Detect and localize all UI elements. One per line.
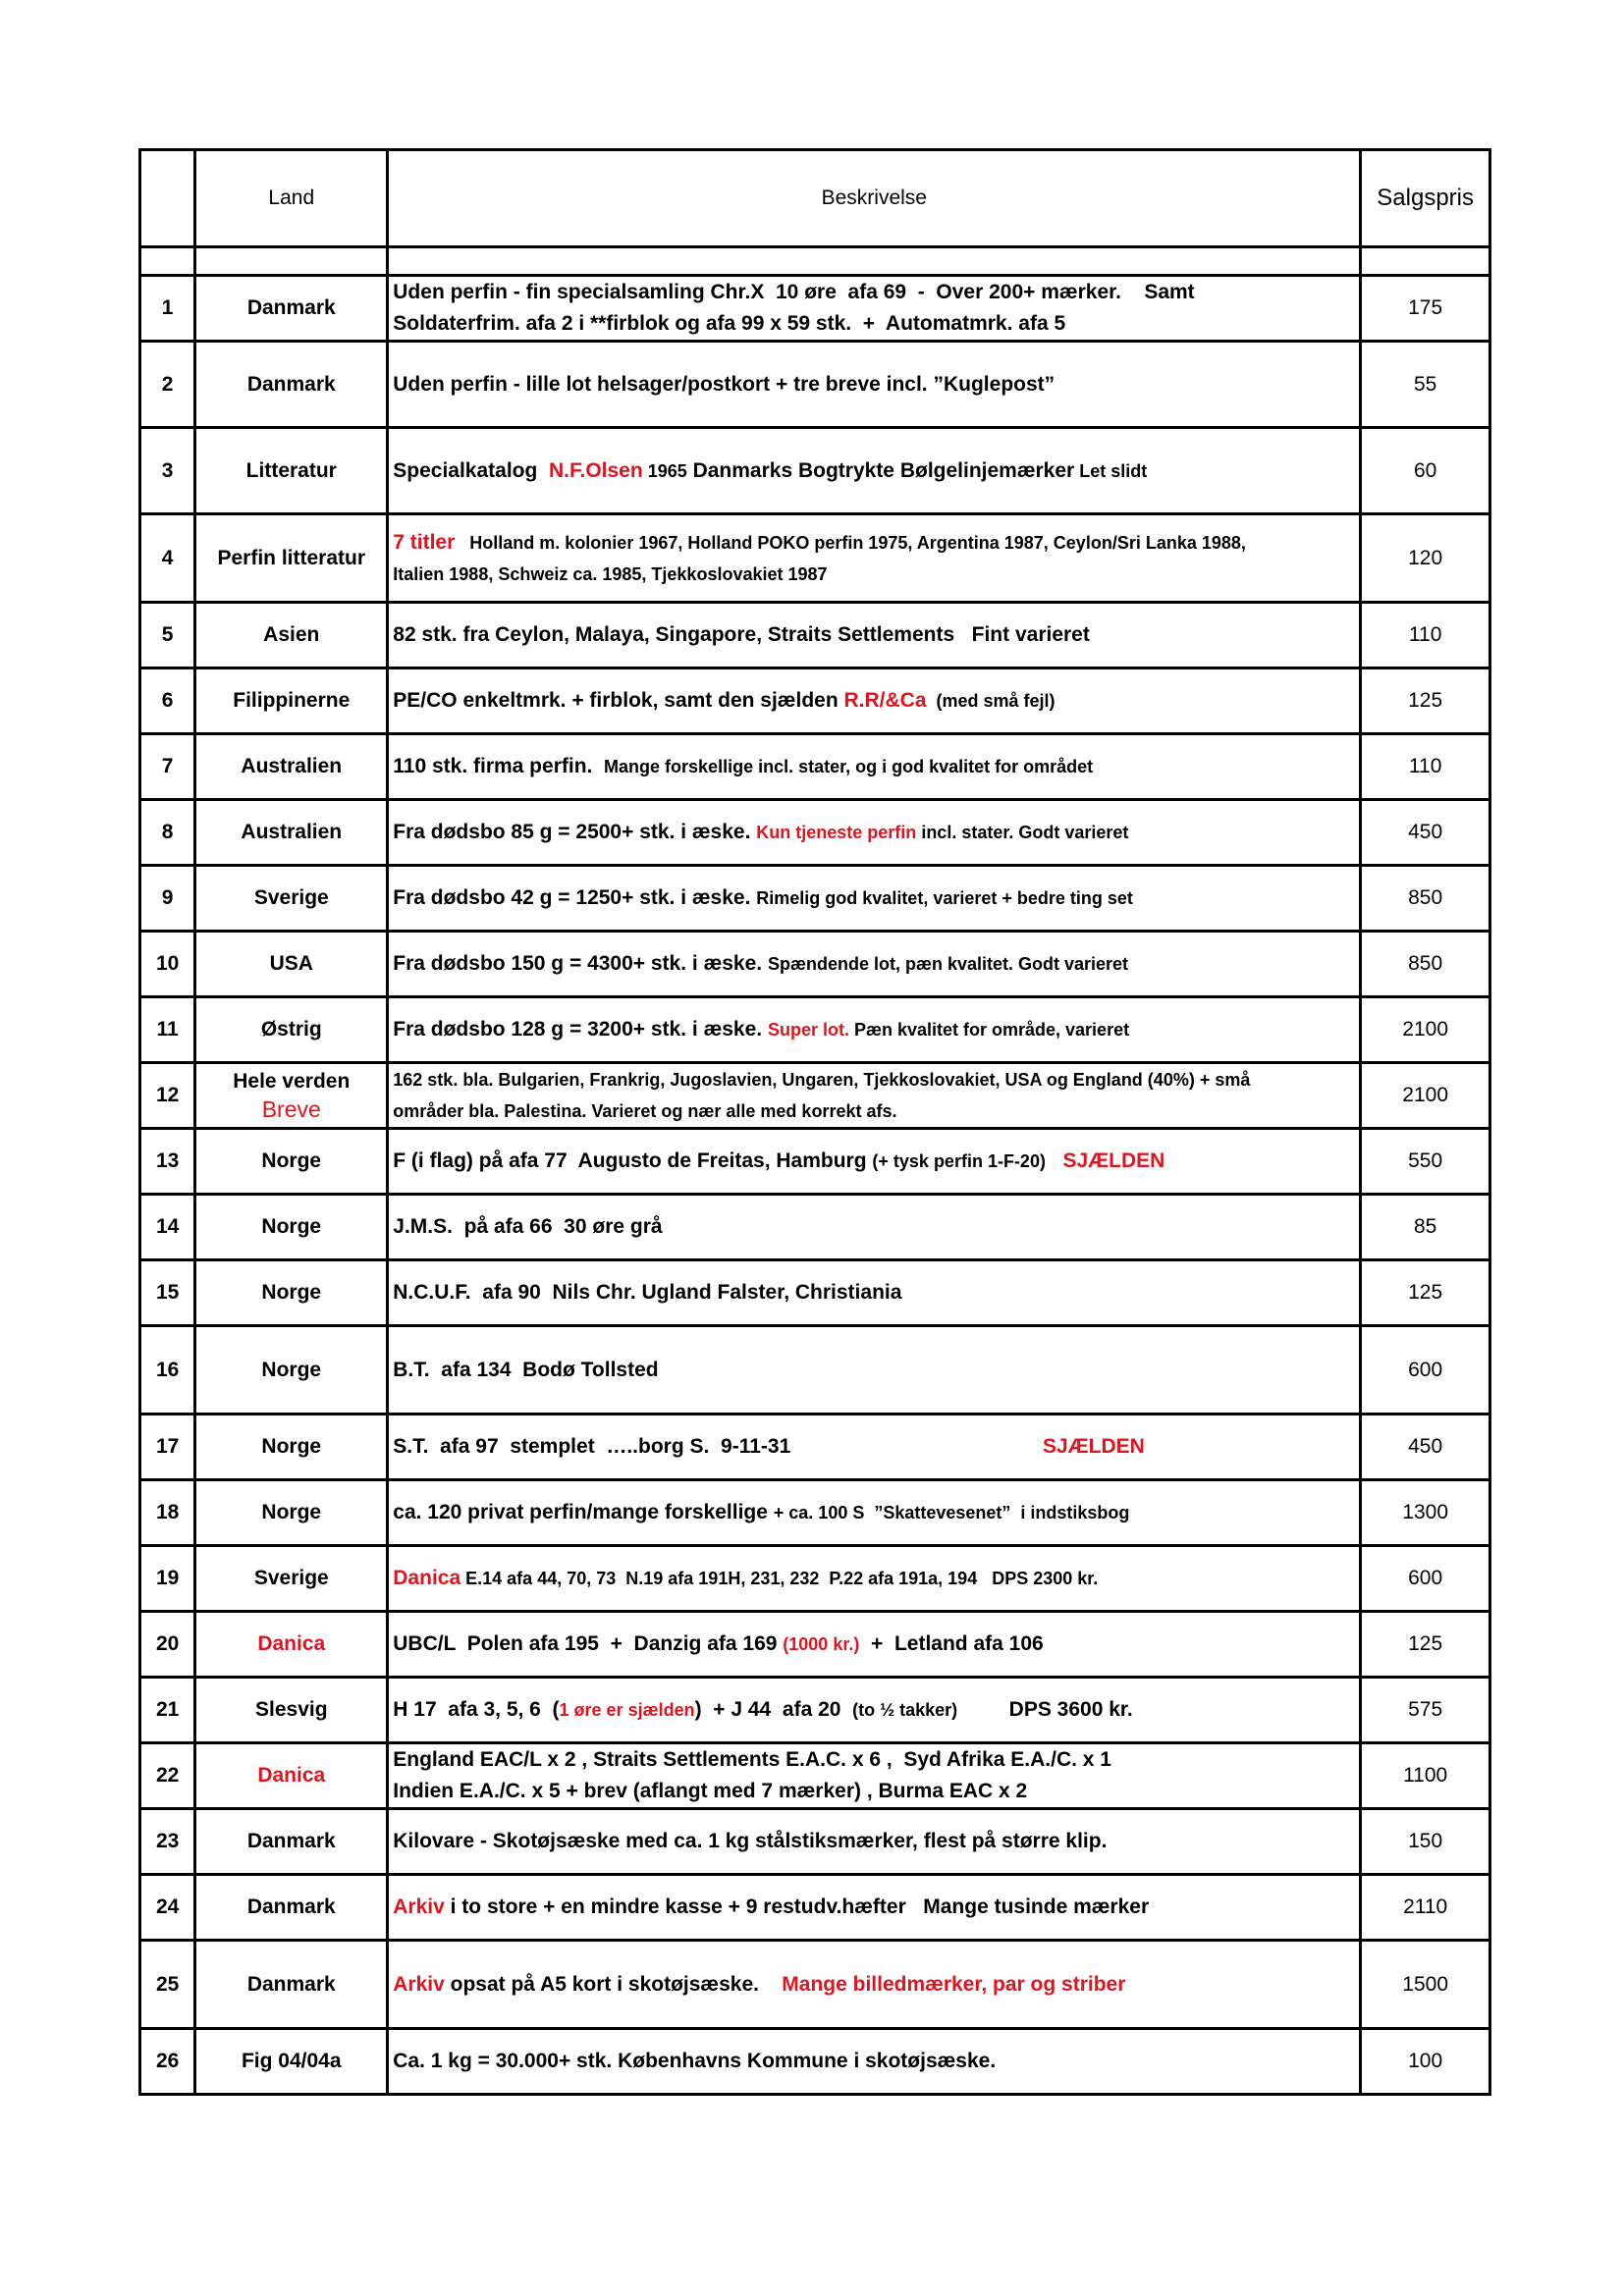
description-segment: opsat på A5 kort i skotøjsæske.	[444, 1972, 783, 1996]
lot-price: 110	[1361, 734, 1490, 800]
lot-number: 18	[140, 1480, 195, 1546]
lot-number: 14	[140, 1195, 195, 1260]
lot-description	[388, 1546, 1361, 1612]
lot-description	[388, 668, 1361, 734]
header-salgspris: Salgspris	[1361, 150, 1490, 247]
lot-number: 17	[140, 1415, 195, 1480]
lot-price: 550	[1361, 1129, 1490, 1195]
lot-row	[140, 1612, 1490, 1678]
lot-description	[388, 1941, 1361, 2029]
lot-row	[140, 800, 1490, 866]
lot-land-label: Norge	[261, 1358, 322, 1381]
lot-row	[140, 1260, 1490, 1326]
lot-description	[388, 1743, 1361, 1809]
description-segment: UBC/L Polen afa 195 + Danzig afa 169	[393, 1632, 784, 1655]
lot-price: 1300	[1361, 1480, 1490, 1546]
description-segment: Kilovare - Skotøjsæske med ca. 1 kg stålstiksmærker, flest på større klip.	[393, 1830, 1108, 1852]
lot-number: 7	[140, 734, 195, 800]
lot-row	[140, 1480, 1490, 1546]
lot-row	[140, 1743, 1490, 1809]
header-nr	[140, 150, 195, 247]
description-segment: Fra dødsbo 85 g = 2500+ stk. i æske.	[393, 821, 757, 843]
lot-land	[195, 1260, 388, 1326]
description-segment: Mange billedmærker, par og striber	[782, 1972, 1126, 1996]
description-segment: Uden perfin - fin specialsamling Chr.X 10 øre afa 69 - Over 200+ mærker. Samt	[393, 281, 1195, 303]
lot-land-label: Danmark	[246, 296, 336, 319]
description-segment: J.M.S. på afa 66 30 øre grå	[393, 1215, 663, 1238]
spacer-cell	[388, 247, 1361, 276]
lot-land	[195, 800, 388, 866]
lot-description	[388, 1480, 1361, 1546]
lot-row	[140, 1809, 1490, 1875]
spacer-cell	[1361, 247, 1490, 276]
description-segment: Pæn kvalitet for område, varieret	[848, 1020, 1130, 1040]
description-segment: Arkiv	[393, 1972, 445, 1996]
lot-land-label: Danica	[257, 1632, 326, 1655]
lot-description	[388, 428, 1361, 514]
lot-price: 450	[1361, 800, 1490, 866]
lot-price: 600	[1361, 1326, 1490, 1415]
lot-land	[195, 514, 388, 603]
lot-price: 850	[1361, 866, 1490, 932]
description-segment: Uden perfin - lille lot helsager/postkort + tre breve incl. ”Kuglepost”	[393, 372, 1056, 396]
description-segment: Spændende lot, pæn kvalitet. Godt varieret	[767, 954, 1129, 974]
lot-number: 6	[140, 668, 195, 734]
lot-price: 2100	[1361, 997, 1490, 1063]
lot-description	[388, 514, 1361, 603]
lot-description	[388, 1326, 1361, 1415]
lot-land	[195, 428, 388, 514]
lot-price: 100	[1361, 2029, 1490, 2095]
lot-number: 10	[140, 932, 195, 997]
lot-number: 22	[140, 1743, 195, 1809]
description-segment: Fra dødsbo 128 g = 3200+ stk. i æske.	[393, 1018, 768, 1041]
lot-row	[140, 1129, 1490, 1195]
lot-description	[388, 276, 1361, 342]
description-segment: Kun tjeneste perfin	[756, 823, 917, 842]
lot-land	[195, 866, 388, 932]
lot-price: 85	[1361, 1195, 1490, 1260]
description-segment: ca. 120 privat perfin/mange forskellige	[393, 1501, 774, 1523]
lot-number: 9	[140, 866, 195, 932]
lot-number: 21	[140, 1678, 195, 1743]
lot-description	[388, 1415, 1361, 1480]
lot-description	[388, 1809, 1361, 1875]
lot-land	[195, 1678, 388, 1743]
description-segment: 82 stk. fra Ceylon, Malaya, Singapore, Straits Settlements Fint varieret	[393, 623, 1090, 646]
lot-row	[140, 1326, 1490, 1415]
description-segment: PE/CO enkeltmrk. + firblok, samt den sjælden	[393, 689, 844, 712]
description-segment: 110 stk. firma perfin.	[393, 755, 605, 777]
description-segment: (+ tysk perfin 1-F-20)	[872, 1151, 1046, 1171]
lot-land	[195, 997, 388, 1063]
lot-row	[140, 1063, 1490, 1129]
lot-price: 125	[1361, 1612, 1490, 1678]
lot-price: 1100	[1361, 1743, 1490, 1809]
lot-row	[140, 514, 1490, 603]
description-segment: (1000 kr.)	[783, 1634, 860, 1654]
description-segment: Holland m. kolonier 1967, Holland POKO perfin 1975, Argentina 1987, Ceylon/Sri Lanka 1988,	[455, 532, 1246, 553]
lot-description	[388, 342, 1361, 428]
lot-price: 150	[1361, 1809, 1490, 1875]
lot-number: 26	[140, 2029, 195, 2095]
lot-number: 16	[140, 1326, 195, 1415]
lot-row	[140, 1195, 1490, 1260]
description-segment: incl. stater. Godt varieret	[916, 823, 1129, 842]
lot-land-label: Norge	[261, 1281, 322, 1304]
description-segment: E.14 afa 44, 70, 73 N.19 afa 191H, 231, 232 P.22 afa 191a, 194 DPS 2300 kr.	[460, 1569, 1099, 1588]
lot-price: 2110	[1361, 1875, 1490, 1941]
lot-price: 575	[1361, 1678, 1490, 1743]
lot-land-label: Danica	[257, 1764, 326, 1787]
description-segment: Danica	[393, 1567, 461, 1589]
spacer-cell	[195, 247, 388, 276]
lot-description	[388, 603, 1361, 668]
lot-row	[140, 734, 1490, 800]
lot-price: 125	[1361, 668, 1490, 734]
lot-row	[140, 2029, 1490, 2095]
lot-land-label: Norge	[261, 1435, 322, 1458]
description-segment: (med små fejl)	[926, 691, 1056, 711]
lot-number: 12	[140, 1063, 195, 1129]
lot-price: 125	[1361, 1260, 1490, 1326]
lot-price: 120	[1361, 514, 1490, 603]
lot-land	[195, 1326, 388, 1415]
description-segment: 1965	[642, 460, 687, 481]
description-segment: Soldaterfrim. afa 2 i **firblok og afa 99 x 59 stk. + Automatmrk. afa 5	[393, 312, 1066, 335]
description-segment: SJÆLDEN	[1045, 1149, 1165, 1172]
description-segment: Indien E.A./C. x 5 + brev (aflangt med 7 mærker) , Burma EAC x 2	[393, 1780, 1028, 1802]
lot-number: 1	[140, 276, 195, 342]
lot-land	[195, 276, 388, 342]
lot-land-label: Danmark	[246, 1972, 336, 1996]
lot-table	[138, 148, 1491, 2096]
lot-number: 13	[140, 1129, 195, 1195]
lot-land	[195, 1129, 388, 1195]
lot-description	[388, 1260, 1361, 1326]
lot-row	[140, 932, 1490, 997]
description-segment: F (i flag) på afa 77 Augusto de Freitas, Hamburg	[393, 1149, 873, 1172]
description-segment: ) + J 44 afa 20	[694, 1698, 853, 1721]
lot-land	[195, 932, 388, 997]
lot-row	[140, 997, 1490, 1063]
lot-land	[195, 1415, 388, 1480]
description-segment: Italien 1988, Schweiz ca. 1985, Tjekkoslovakiet 1987	[393, 563, 828, 584]
lot-row	[140, 603, 1490, 668]
lot-description	[388, 800, 1361, 866]
lot-land	[195, 1546, 388, 1612]
description-segment: S.T. afa 97 stemplet …..borg S. 9-11-31	[393, 1435, 1043, 1458]
lot-number: 5	[140, 603, 195, 668]
lot-land-label: Australien	[241, 821, 343, 843]
description-segment: Fra dødsbo 42 g = 1250+ stk. i æske.	[393, 886, 757, 909]
lot-price: 1500	[1361, 1941, 1490, 2029]
description-segment: N.F.Olsen	[549, 458, 643, 482]
description-segment: B.T. afa 134 Bodø Tollsted	[393, 1358, 659, 1381]
description-segment: Let slidt	[1074, 460, 1148, 481]
lot-description	[388, 932, 1361, 997]
description-segment: Fra dødsbo 150 g = 4300+ stk. i æske.	[393, 952, 768, 975]
lot-row	[140, 1415, 1490, 1480]
lot-description	[388, 866, 1361, 932]
lot-land	[195, 668, 388, 734]
lot-price: 450	[1361, 1415, 1490, 1480]
lot-number: 3	[140, 428, 195, 514]
description-segment: H 17 afa 3, 5, 6 (	[393, 1698, 560, 1721]
lot-land	[195, 1743, 388, 1809]
lot-land-label: Norge	[261, 1501, 322, 1523]
description-segment: 162 stk. bla. Bulgarien, Frankrig, Jugoslavien, Ungaren, Tjekkoslovakiet, USA og England (40%) + små	[393, 1070, 1251, 1090]
lot-land	[195, 1195, 388, 1260]
lot-land-label: Asien	[263, 623, 320, 646]
header-beskrivelse: Beskrivelse	[388, 150, 1361, 247]
lot-row	[140, 276, 1490, 342]
lot-row	[140, 342, 1490, 428]
lot-price: 175	[1361, 276, 1490, 342]
lot-land-label: Sverige	[253, 886, 329, 909]
spacer-cell	[140, 247, 195, 276]
lot-number: 24	[140, 1875, 195, 1941]
header-land: Land	[195, 150, 388, 247]
lot-land-label: Litteratur	[245, 458, 337, 482]
lot-row	[140, 1546, 1490, 1612]
description-segment: DPS 3600 kr.	[957, 1698, 1133, 1721]
lot-land-label: Hele verden	[233, 1070, 351, 1093]
description-segment: Specialkatalog	[393, 458, 549, 482]
lot-description	[388, 1875, 1361, 1941]
lot-number: 20	[140, 1612, 195, 1678]
lot-price: 850	[1361, 932, 1490, 997]
lot-number: 4	[140, 514, 195, 603]
lot-land-label: Danmark	[246, 372, 336, 396]
lot-description	[388, 1678, 1361, 1743]
lot-land-label: Norge	[261, 1149, 322, 1172]
lot-land	[195, 1063, 388, 1129]
lot-row	[140, 1678, 1490, 1743]
description-segment: SJÆLDEN	[1042, 1435, 1145, 1458]
lot-land-label: Fig 04/04a	[241, 2050, 342, 2072]
description-segment: N.C.U.F. afa 90 Nils Chr. Ugland Falster, Christiania	[393, 1281, 902, 1304]
lot-price: 600	[1361, 1546, 1490, 1612]
description-segment: områder bla. Palestina. Varieret og nær alle med korrekt afs.	[393, 1101, 897, 1121]
lot-price: 2100	[1361, 1063, 1490, 1129]
lot-land-label: Filippinerne	[233, 689, 351, 712]
description-segment: Arkiv	[393, 1896, 445, 1918]
lot-price: 110	[1361, 603, 1490, 668]
header-row	[140, 150, 1490, 247]
description-segment: Rimelig god kvalitet, varieret + bedre ting set	[756, 888, 1133, 908]
description-segment: Mange forskellige incl. stater, og i god kvalitet for området	[604, 757, 1094, 776]
lot-number: 19	[140, 1546, 195, 1612]
description-segment: i to store + en mindre kasse + 9 restudv.hæfter Mange tusinde mærker	[444, 1896, 1150, 1918]
lot-land-label: Slesvig	[255, 1698, 328, 1721]
lot-number: 2	[140, 342, 195, 428]
description-segment: 1 øre er sjælden	[559, 1700, 695, 1720]
lot-land	[195, 1875, 388, 1941]
lot-land	[195, 2029, 388, 2095]
lot-land-label: Australien	[241, 755, 343, 777]
lot-price: 60	[1361, 428, 1490, 514]
lot-land-sublabel: Breve	[261, 1096, 321, 1122]
lot-description	[388, 1195, 1361, 1260]
description-segment: + ca. 100 S ”Skattevesenet” i indstiksbog	[773, 1503, 1130, 1522]
lot-land	[195, 1809, 388, 1875]
lot-land-label: Norge	[261, 1215, 322, 1238]
description-segment: 7 titler	[393, 530, 456, 554]
description-segment: Ca. 1 kg = 30.000+ stk. Københavns Kommune i skotøjsæske.	[393, 2050, 997, 2072]
spacer-row	[140, 247, 1490, 276]
lot-land	[195, 734, 388, 800]
lot-land	[195, 603, 388, 668]
lot-land-label: Danmark	[246, 1896, 336, 1918]
description-segment: (to ½ takker)	[852, 1700, 958, 1720]
lot-number: 25	[140, 1941, 195, 2029]
lot-row	[140, 866, 1490, 932]
lot-number: 15	[140, 1260, 195, 1326]
lot-description	[388, 2029, 1361, 2095]
description-segment: Danmarks Bogtrykte Bølgelinjemærker	[686, 458, 1075, 482]
lot-land	[195, 1480, 388, 1546]
description-segment: England EAC/L x 2 , Straits Settlements E.A.C. x 6 , Syd Afrika E.A./C. x 1	[393, 1748, 1111, 1771]
description-segment: R.R/&Ca	[843, 689, 927, 712]
lot-land-label: Østrig	[260, 1018, 322, 1041]
lot-row	[140, 1875, 1490, 1941]
lot-rows	[140, 276, 1490, 2095]
lot-row	[140, 668, 1490, 734]
lot-description	[388, 1063, 1361, 1129]
description-segment: Super lot.	[767, 1020, 849, 1040]
lot-row	[140, 1941, 1490, 2029]
description-segment: + Letland afa 106	[859, 1632, 1044, 1655]
lot-description	[388, 997, 1361, 1063]
lot-row	[140, 428, 1490, 514]
lot-land-label: Sverige	[253, 1567, 329, 1589]
lot-description	[388, 1129, 1361, 1195]
lot-land-label: USA	[269, 952, 313, 975]
lot-land	[195, 1612, 388, 1678]
lot-land	[195, 1941, 388, 2029]
lot-number: 11	[140, 997, 195, 1063]
lot-number: 23	[140, 1809, 195, 1875]
lot-land-label: Perfin litteratur	[217, 546, 366, 569]
lot-description	[388, 734, 1361, 800]
lot-price: 55	[1361, 342, 1490, 428]
lot-number: 8	[140, 800, 195, 866]
lot-land	[195, 342, 388, 428]
lot-land-label: Danmark	[246, 1830, 336, 1852]
lot-description	[388, 1612, 1361, 1678]
